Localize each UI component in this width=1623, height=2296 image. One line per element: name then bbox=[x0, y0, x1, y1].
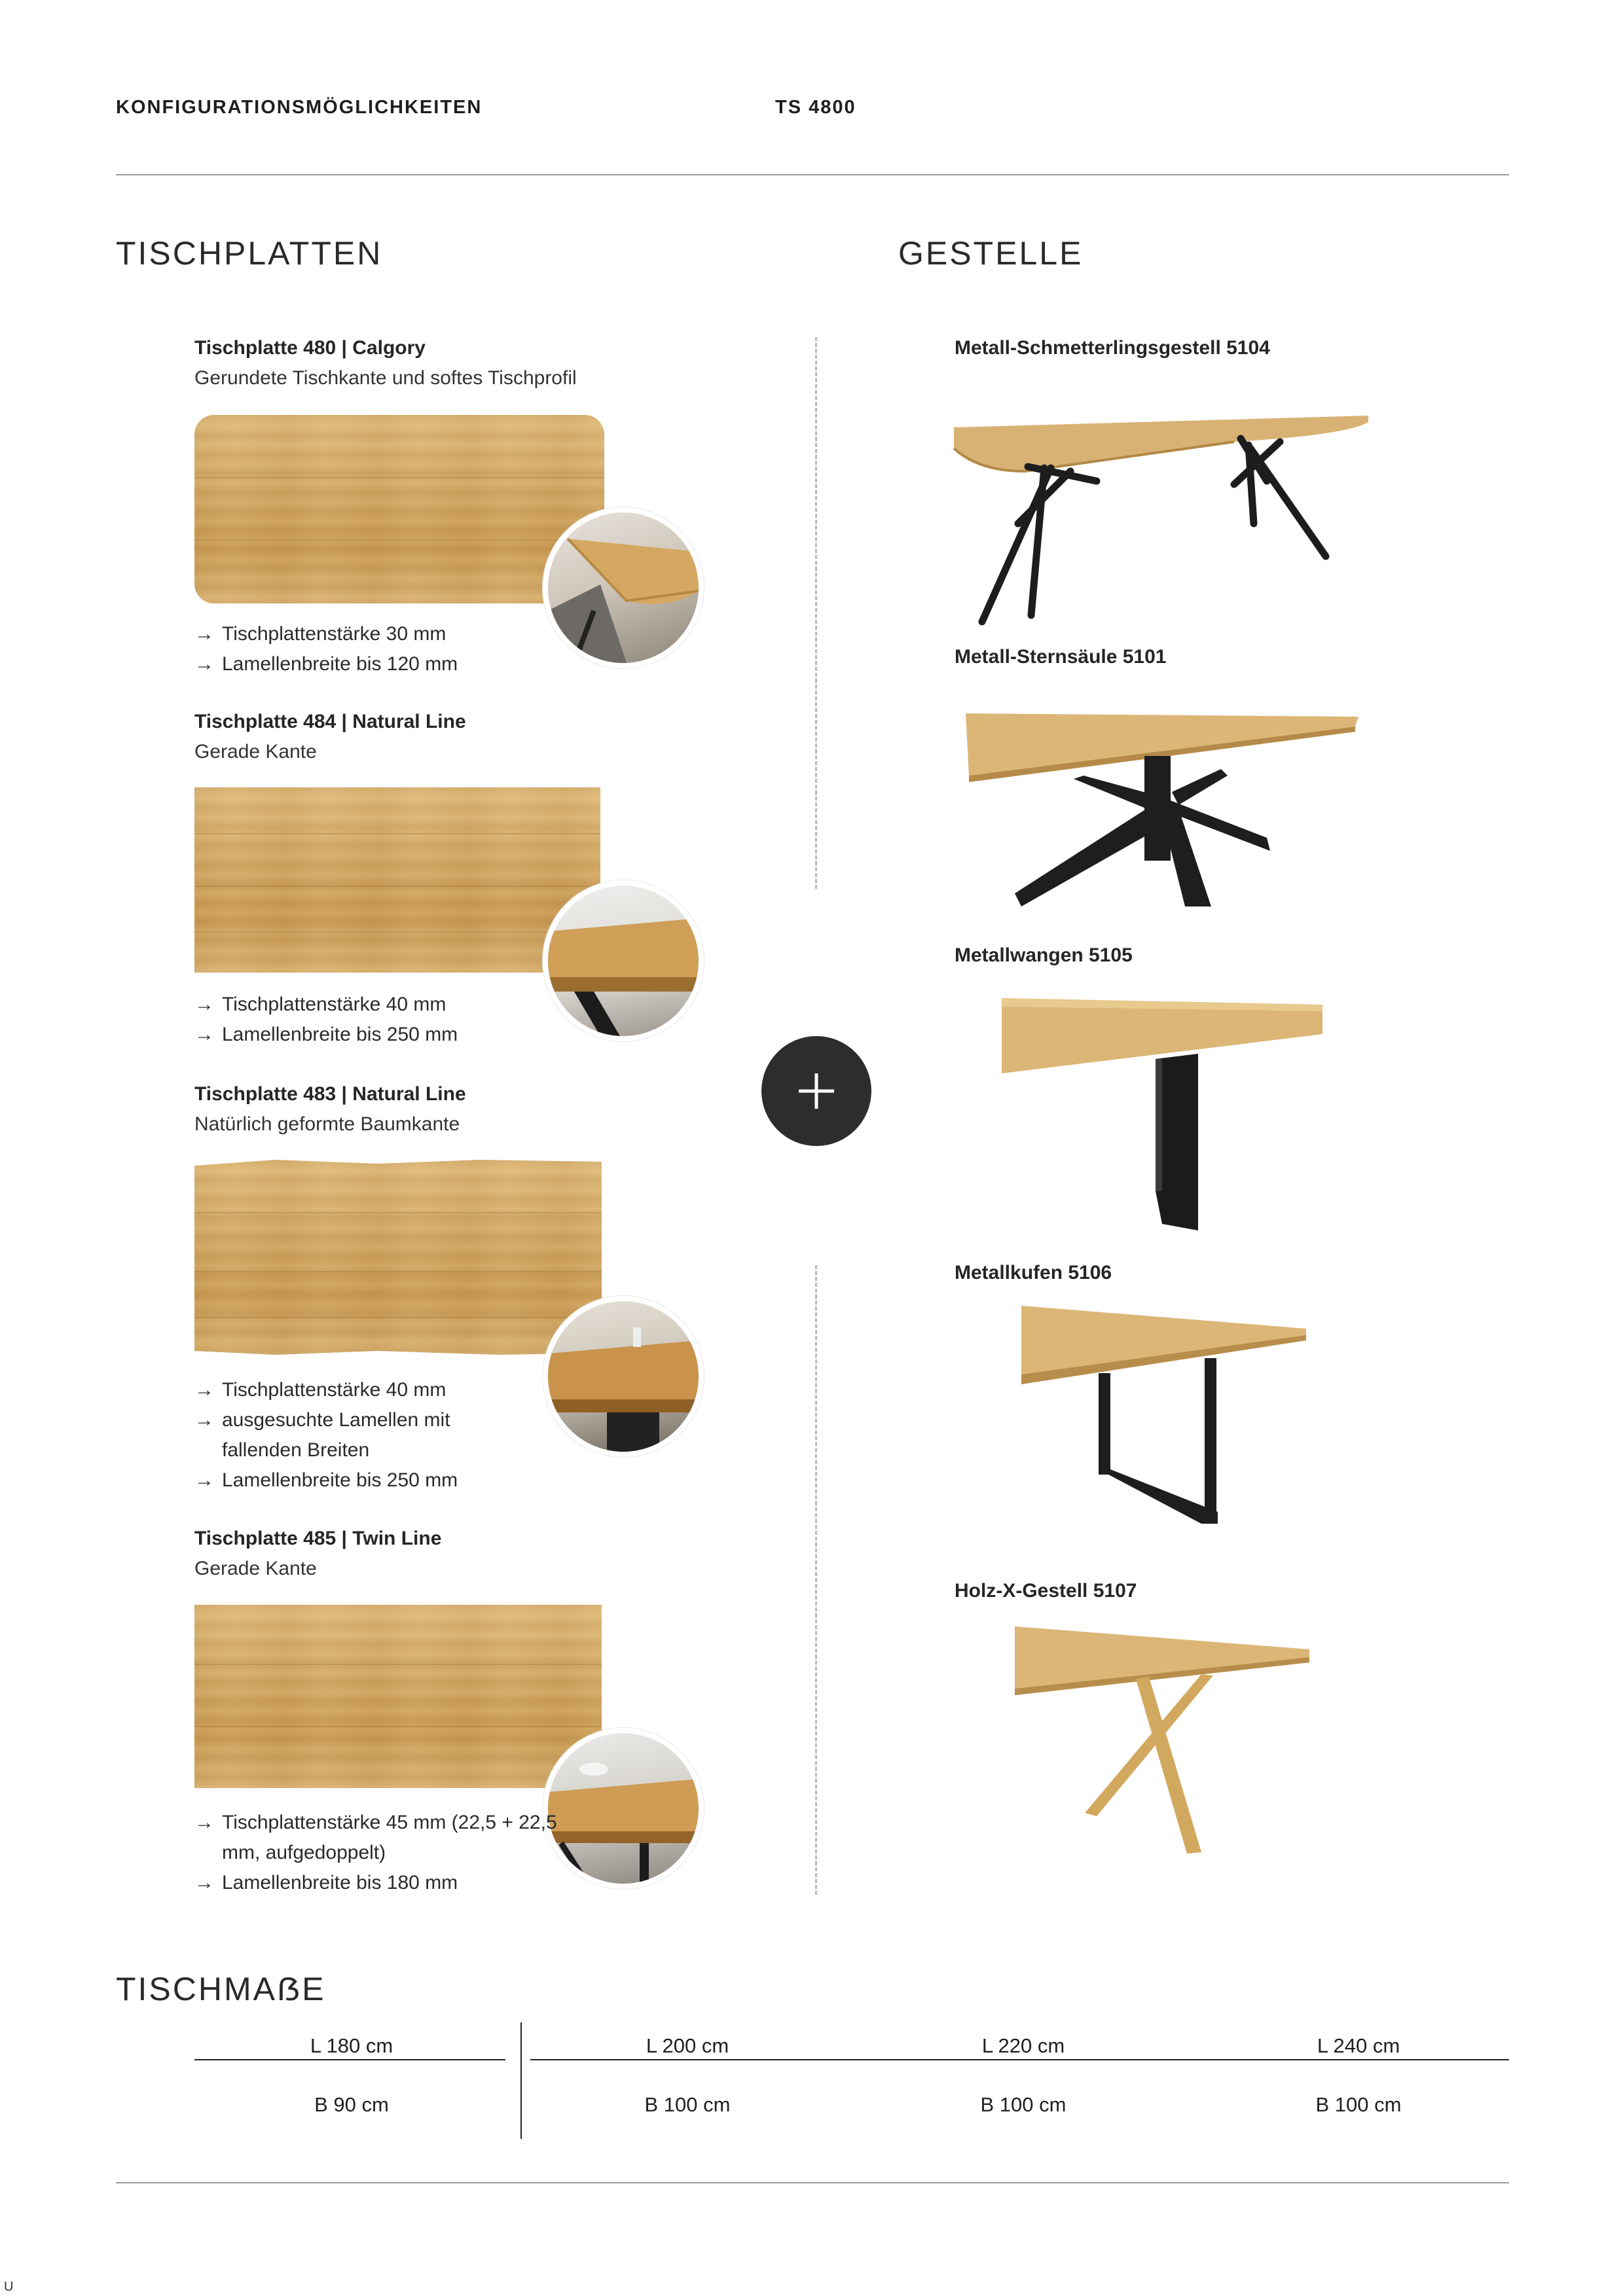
footer-divider bbox=[116, 2182, 1509, 2183]
bullet-item: → Lamellenbreite bis 120 mm bbox=[194, 649, 535, 679]
tischplatte-483-image bbox=[194, 1160, 602, 1355]
tischplatte-480-image bbox=[194, 415, 604, 603]
tischplatte-480-detail-image bbox=[543, 507, 704, 668]
tischplatte-483-bullets bbox=[194, 1375, 535, 1496]
tischplatte-484-detail-image bbox=[543, 880, 704, 1041]
tischplatte-484-title: Tischplatte 484 | Natural Line bbox=[194, 711, 466, 732]
width-100-c: B 100 cm bbox=[1315, 2093, 1402, 2116]
tischplatte-485-subtitle: Gerade Kante bbox=[194, 1558, 317, 1579]
gestell-5104-image bbox=[953, 409, 1372, 632]
bullet-item: → Lamellenbreite bis 250 mm bbox=[194, 1465, 535, 1496]
length-180: L 180 cm bbox=[310, 2034, 393, 2057]
header-model-label: TS 4800 bbox=[775, 97, 856, 118]
tischplatte-485-bullets bbox=[194, 1808, 561, 1898]
tischplatte-483-title: Tischplatte 483 | Natural Line bbox=[194, 1083, 466, 1105]
gestell-5105-image bbox=[998, 995, 1326, 1247]
bullet-item: → Lamellenbreite bis 250 mm bbox=[194, 1020, 535, 1050]
tischplatte-483-detail-image bbox=[543, 1296, 704, 1457]
plus-button[interactable] bbox=[761, 1036, 871, 1146]
column-divider-bottom bbox=[815, 1265, 817, 1895]
dims-rule-right bbox=[530, 2059, 1509, 2060]
tischplatten-title: TISCHPLATTEN bbox=[116, 235, 383, 272]
bullet-item: → Tischplattenstärke 45 mm (22,5 + 22,5 mm, aufgedoppelt) bbox=[194, 1808, 561, 1868]
column-divider-top bbox=[815, 337, 817, 889]
tischplatte-483-subtitle: Natürlich geformte Baumkante bbox=[194, 1113, 460, 1135]
bullet-item: → Lamellenbreite bis 180 mm bbox=[194, 1868, 561, 1898]
gestell-5106-title: Metallkufen 5106 bbox=[955, 1262, 1112, 1283]
bullet-item: → Tischplattenstärke 40 mm bbox=[194, 1375, 535, 1405]
tischplatte-485-detail-image bbox=[543, 1728, 704, 1889]
length-220: L 220 cm bbox=[981, 2034, 1065, 2057]
gestelle-title: GESTELLE bbox=[898, 235, 1084, 272]
header-section-label: KONFIGURATIONSMÖGLICHKEITEN bbox=[116, 97, 483, 118]
tischplatte-484-bullets bbox=[194, 990, 535, 1050]
tischmasse-title: TISCHMAẞE bbox=[116, 1971, 326, 2007]
dims-vertical-divider bbox=[520, 2022, 522, 2139]
width-90: B 90 cm bbox=[314, 2093, 389, 2116]
gestell-5107-title: Holz-X-Gestell 5107 bbox=[955, 1580, 1137, 1602]
plus-icon bbox=[793, 1068, 839, 1114]
gestell-5101-title: Metall-Sternsäule 5101 bbox=[955, 646, 1167, 668]
bullet-item: → ausgesuchte Lamellen mit fallenden Breiten bbox=[194, 1405, 535, 1465]
tischplatte-485-title: Tischplatte 485 | Twin Line bbox=[194, 1528, 442, 1549]
gestell-5101-image bbox=[962, 710, 1365, 913]
gestell-5106-image bbox=[1015, 1302, 1309, 1535]
header-divider bbox=[116, 174, 1509, 175]
dims-rule-left bbox=[194, 2059, 505, 2060]
tischplatte-484-subtitle: Gerade Kante bbox=[194, 741, 317, 762]
corner-mark: U bbox=[4, 2280, 14, 2294]
tischplatte-484-image bbox=[194, 787, 600, 973]
length-240: L 240 cm bbox=[1317, 2034, 1400, 2057]
gestell-5104-title: Metall-Schmetterlingsgestell 5104 bbox=[955, 337, 1270, 359]
bullet-item: → Tischplattenstärke 30 mm bbox=[194, 619, 535, 649]
width-100-b: B 100 cm bbox=[980, 2093, 1067, 2116]
tischplatte-485-image bbox=[194, 1605, 602, 1788]
gestell-5105-title: Metallwangen 5105 bbox=[955, 944, 1133, 966]
tischplatte-480-title: Tischplatte 480 | Calgory bbox=[194, 337, 426, 359]
gestell-5107-image bbox=[1012, 1623, 1313, 1865]
length-200: L 200 cm bbox=[646, 2034, 729, 2057]
width-100-a: B 100 cm bbox=[644, 2093, 731, 2116]
tischplatte-480-subtitle: Gerundete Tischkante und softes Tischprofil bbox=[194, 367, 577, 389]
tischplatte-480-bullets bbox=[194, 619, 535, 679]
bullet-item: → Tischplattenstärke 40 mm bbox=[194, 990, 535, 1020]
